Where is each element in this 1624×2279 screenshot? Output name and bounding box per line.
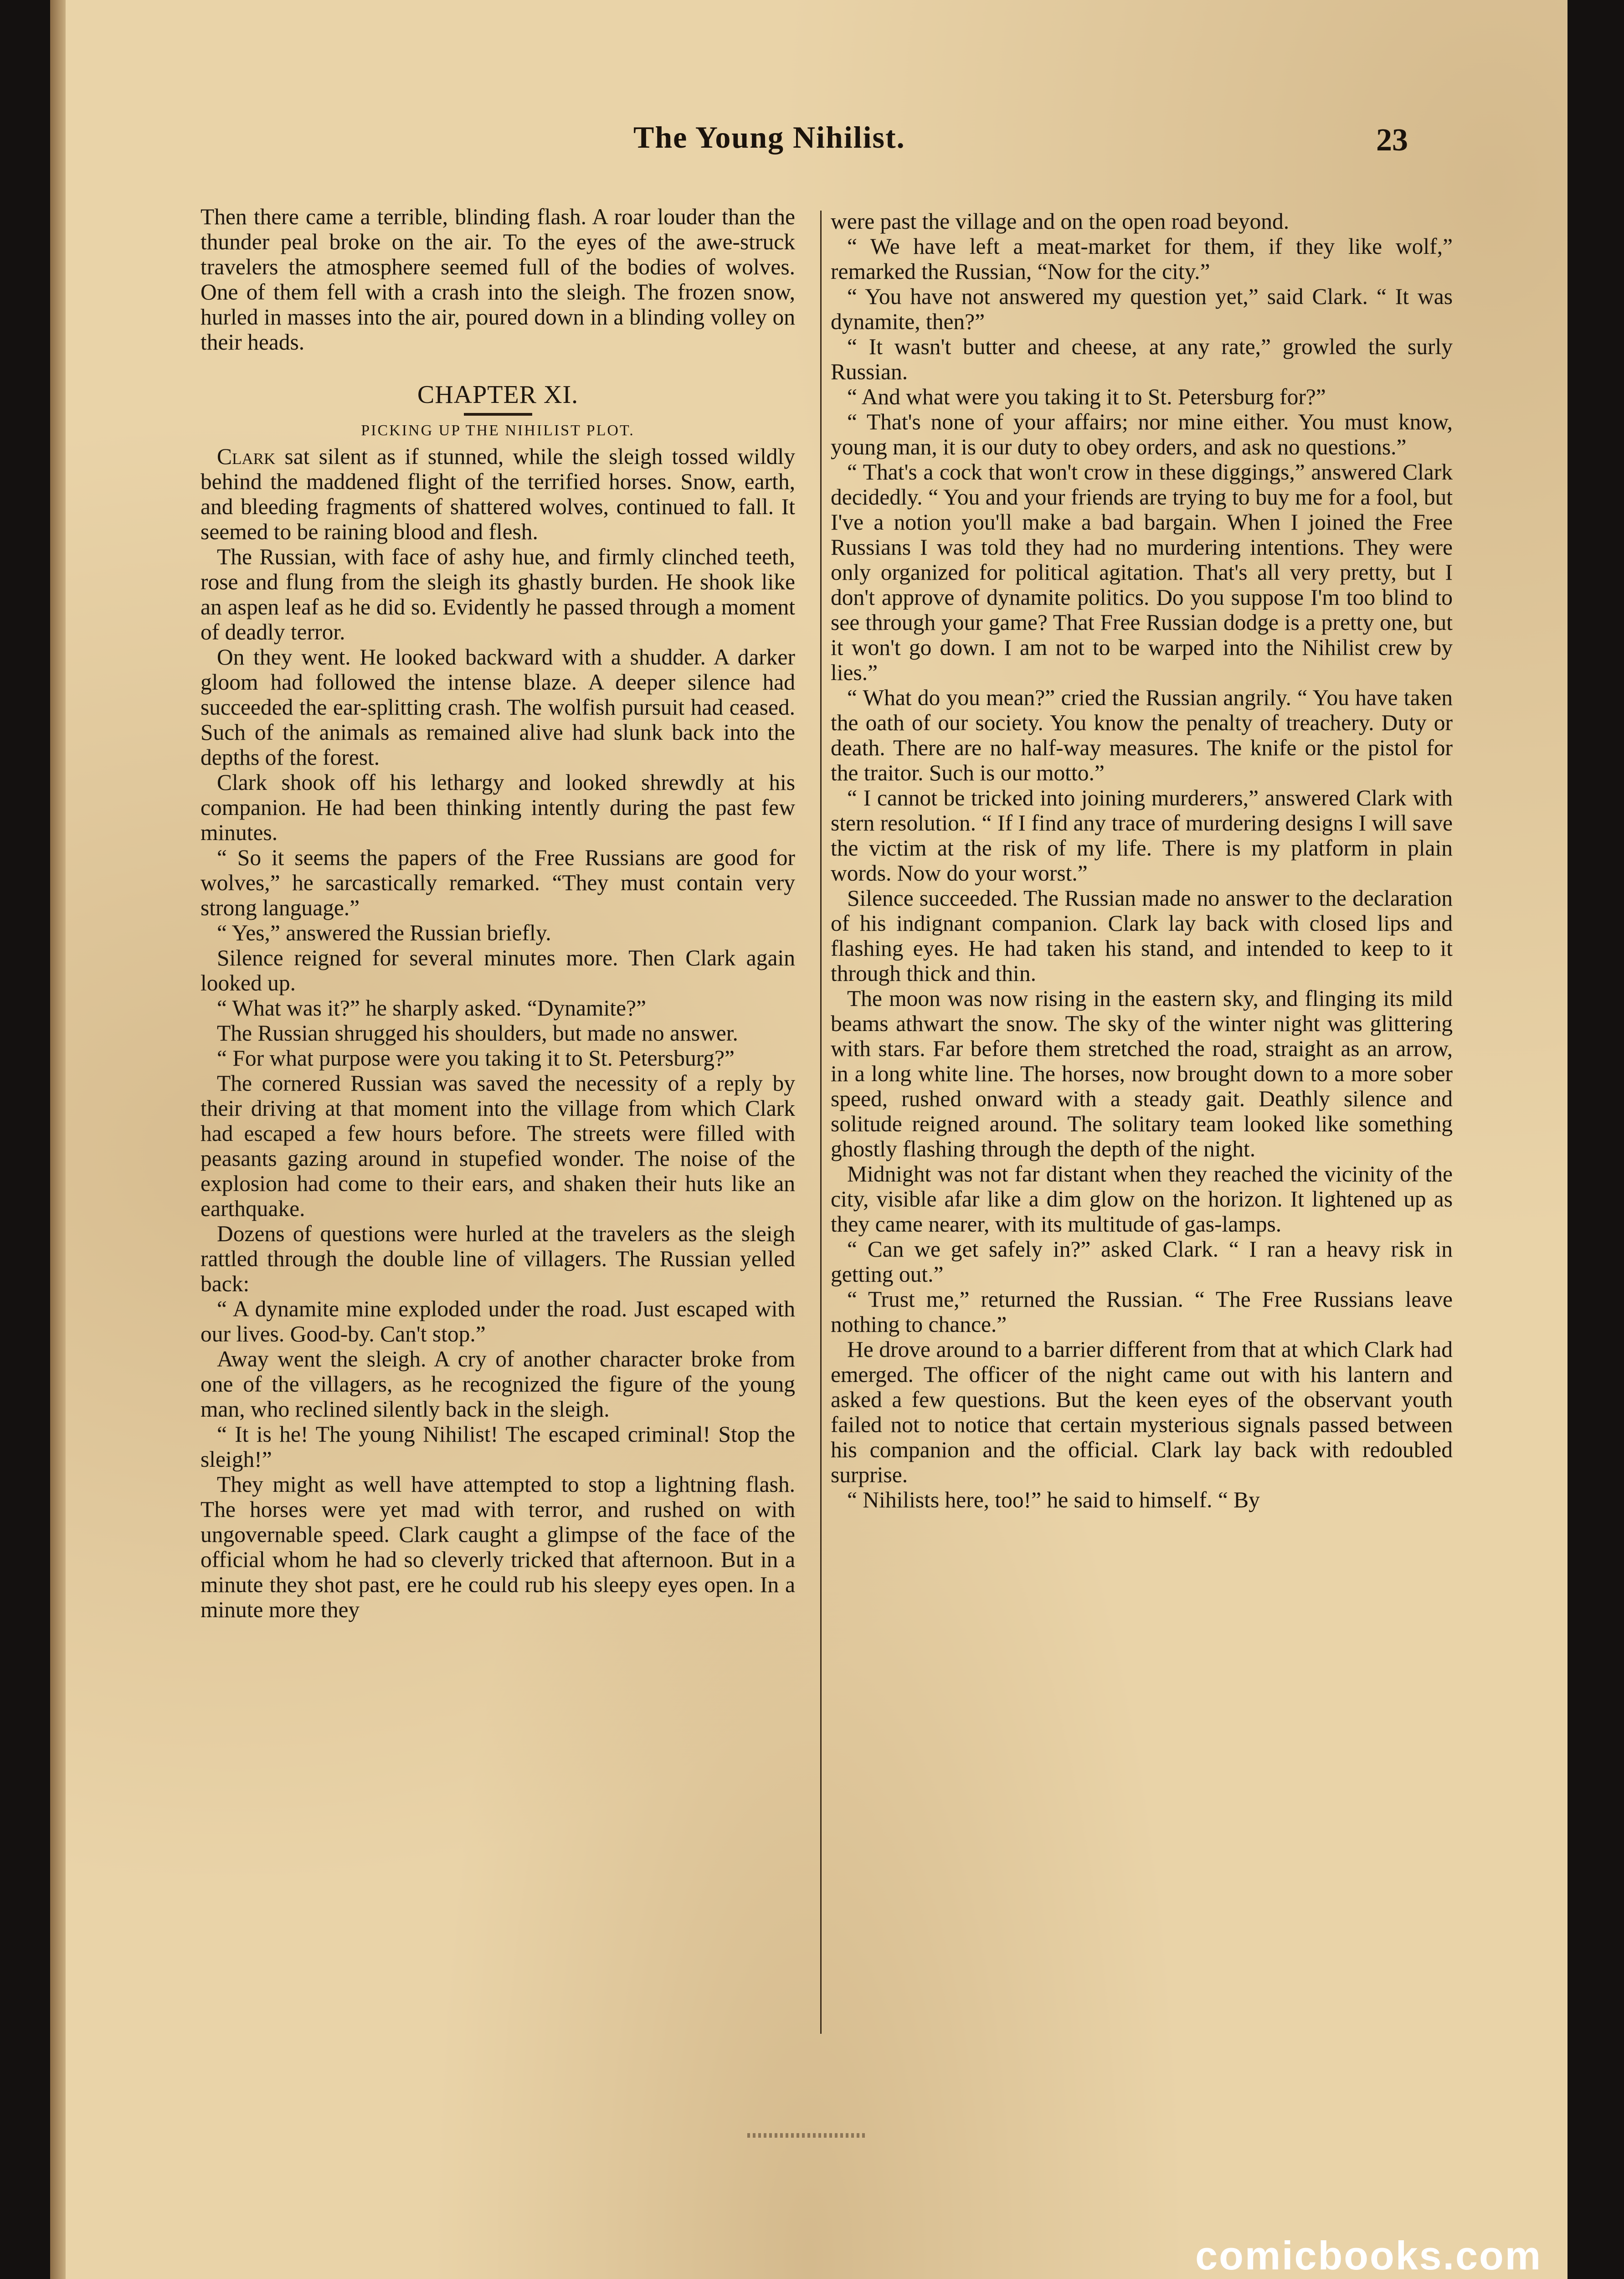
paragraph: The Russian shrugged his shoulders, but made no answer.: [217, 1021, 738, 1046]
chapter-heading: CHAPTER XI.: [417, 381, 579, 409]
paragraph: Silence succeeded. The Russian made no answer to the declaration of his indignant companion. Clark lay back with closed lips and flashing eyes. He had taken his stand, and intended to keep to it through thick and thin.: [831, 886, 1453, 986]
paragraph: “ Can we get safely in?” asked Clark. “ I ran a heavy risk in getting out.”: [831, 1237, 1453, 1287]
paragraph: “ What do you mean?” cried the Russian angrily. “ You have taken the oath of our society. You know the penalty of treachery. Duty or death. There are no half-way measures. The knife or the pistol for the traitor. Such is our motto.”: [831, 685, 1453, 785]
paragraph: “ I cannot be tricked into joining murderers,” answered Clark with stern resolution. “ If I find any trace of murdering designs I will save the victim at the risk of my life. There is my platform in plain words. Now do your worst.”: [831, 785, 1453, 886]
paragraph: “ A dynamite mine exploded under the road. Just escaped with our lives. Good-by. Can't stop.”: [200, 1296, 795, 1346]
paragraph: Away went the sleigh. A cry of another character broke from one of the villagers, as he recognized the figure of the young man, who reclined silently back in the sleigh.: [200, 1346, 795, 1422]
paragraph: “ For what purpose were you taking it to St. Petersburg?”: [217, 1046, 735, 1071]
paragraph: Silence reigned for several minutes more. Then Clark again looked up.: [200, 945, 795, 995]
paragraph: were past the village and on the open road beyond.: [831, 209, 1290, 234]
paragraph: “ What was it?” he sharply asked. “Dynamite?”: [217, 995, 646, 1021]
chapter-subtitle: PICKING UP THE NIHILIST PLOT.: [361, 422, 635, 439]
paragraph: The Russian, with face of ashy hue, and firmly clinched teeth, rose and flung from the sleigh its ghastly burden. He shook like an aspen leaf as he did so. Evidently he passed through a moment of deadly terror.: [200, 544, 795, 645]
left-column: [200, 204, 795, 1622]
running-head: The Young Nihilist.: [633, 120, 905, 155]
chapter-rule: [464, 413, 532, 416]
paragraph-text: sat silent as if stunned, while the sleigh tossed wildly behind the maddened flight of the terrified horses. Snow, earth, and bleeding fragments of shattered wolves, continued to fall. It seemed to be raining blood and flesh.: [200, 444, 795, 544]
paragraph: Dozens of questions were hurled at the travelers as the sleigh rattled through the double line of villagers. The Russian yelled back:: [200, 1221, 795, 1296]
paragraph: “ That's a cock that won't crow in these diggings,” answered Clark decidedly. “ You and your friends are trying to buy me for a fool, but I've a notion you'll make a bad bargain. When I joined the Free Russians I was told they had no murdering intentions. They were only organized for political agitation. That's all very pretty, but I don't approve of dynamite politics. Do you suppose I'm too blind to see through your game? That Free Russian dodge is a pretty one, but it won't go down. I am not to be warped into the Nihilist crew by lies.”: [831, 459, 1453, 685]
site-watermark: comicbooks.com: [1195, 2233, 1542, 2278]
paragraph: [200, 444, 795, 544]
paragraph: The cornered Russian was saved the necessity of a reply by their driving at that moment into the village from which Clark had escaped a few hours before. The streets were filled with peasants gazing around in stupefied wonder. The noise of the explosion had come to their ears, and shaken their huts like an earthquake.: [200, 1071, 795, 1221]
paragraph: “ Trust me,” returned the Russian. “ The Free Russians leave nothing to chance.”: [831, 1287, 1453, 1337]
drop-lead-word: Clark: [217, 444, 276, 469]
paragraph: He drove around to a barrier different from that at which Clark had emerged. The officer of the night came out with his lantern and asked a few questions. But the keen eyes of the observant youth failed not to notice that certain mysterious signals passed between his companion and the official. Clark lay back with redoubled surprise.: [831, 1337, 1453, 1487]
paragraph: Then there came a terrible, blinding flash. A roar louder than the thunder peal broke on the air. To the eyes of the awe-struck travelers the atmosphere seemed full of the bodies of wolves. One of them fell with a crash into the sleigh. The frozen snow, hurled in masses into the air, poured down in a blinding volley on their heads.: [200, 204, 795, 355]
paragraph: “ You have not answered my question yet,” said Clark. “ It was dynamite, then?”: [831, 284, 1453, 334]
paragraph: The moon was now rising in the eastern sky, and flinging its mild beams athwart the snow. The sky of the winter night was glittering with stars. Far before them stretched the road, straight as an arrow, in a long white line. The horses, now brought down to a more sober speed, rushed onward with a steady gait. Deathly silence and solitude reigned around. The solitary team looked like something ghostly flashing through the depth of the night.: [831, 986, 1453, 1161]
right-column: [831, 209, 1453, 1512]
paragraph: On they went. He looked backward with a shudder. A darker gloom had followed the intense blaze. A deeper silence had succeeded the ear-splitting crash. The wolfish pursuit had ceased. Such of the animals as remained alive had slunk back into the depths of the forest.: [200, 645, 795, 770]
paragraph: “ Nihilists here, too!” he said to himself. “ By: [847, 1487, 1260, 1512]
paragraph: “ We have left a meat-market for them, if they like wolf,” remarked the Russian, “Now for the city.”: [831, 234, 1453, 284]
paragraph: “ And what were you taking it to St. Petersburg for?”: [847, 384, 1326, 409]
paragraph: “ Yes,” answered the Russian briefly.: [217, 920, 551, 945]
paragraph: “ It wasn't butter and cheese, at any rate,” growled the surly Russian.: [831, 334, 1453, 384]
paragraph: Clark shook off his lethargy and looked shrewdly at his companion. He had been thinking intently during the past few minutes.: [200, 770, 795, 845]
paragraph: They might as well have attempted to stop a lightning flash. The horses were yet mad with terror, and rushed on with ungovernable speed. Clark caught a glimpse of the face of the official whom he had so cleverly tricked that afternoon. But in a minute they shot past, ere he could rub his sleepy eyes open. In a minute more they: [200, 1472, 795, 1622]
paragraph: “ It is he! The young Nihilist! The escaped criminal! Stop the sleigh!”: [200, 1422, 795, 1472]
page-spine-edge: [50, 0, 66, 2279]
paragraph: “ That's none of your affairs; nor mine either. You must know, young man, it is our duty to obey orders, and ask no questions.”: [831, 409, 1453, 459]
paragraph: “ So it seems the papers of the Free Russians are good for wolves,” he sarcastically remarked. “They must contain very strong language.”: [200, 845, 795, 920]
column-divider: [820, 211, 822, 2034]
page-number: 23: [1376, 123, 1408, 158]
paragraph: Midnight was not far distant when they reached the vicinity of the city, visible afar like a dim glow on the horizon. It lightened up as they came nearer, with its multitude of gas-lamps.: [831, 1161, 1453, 1237]
footer-ornament: [747, 2133, 866, 2138]
